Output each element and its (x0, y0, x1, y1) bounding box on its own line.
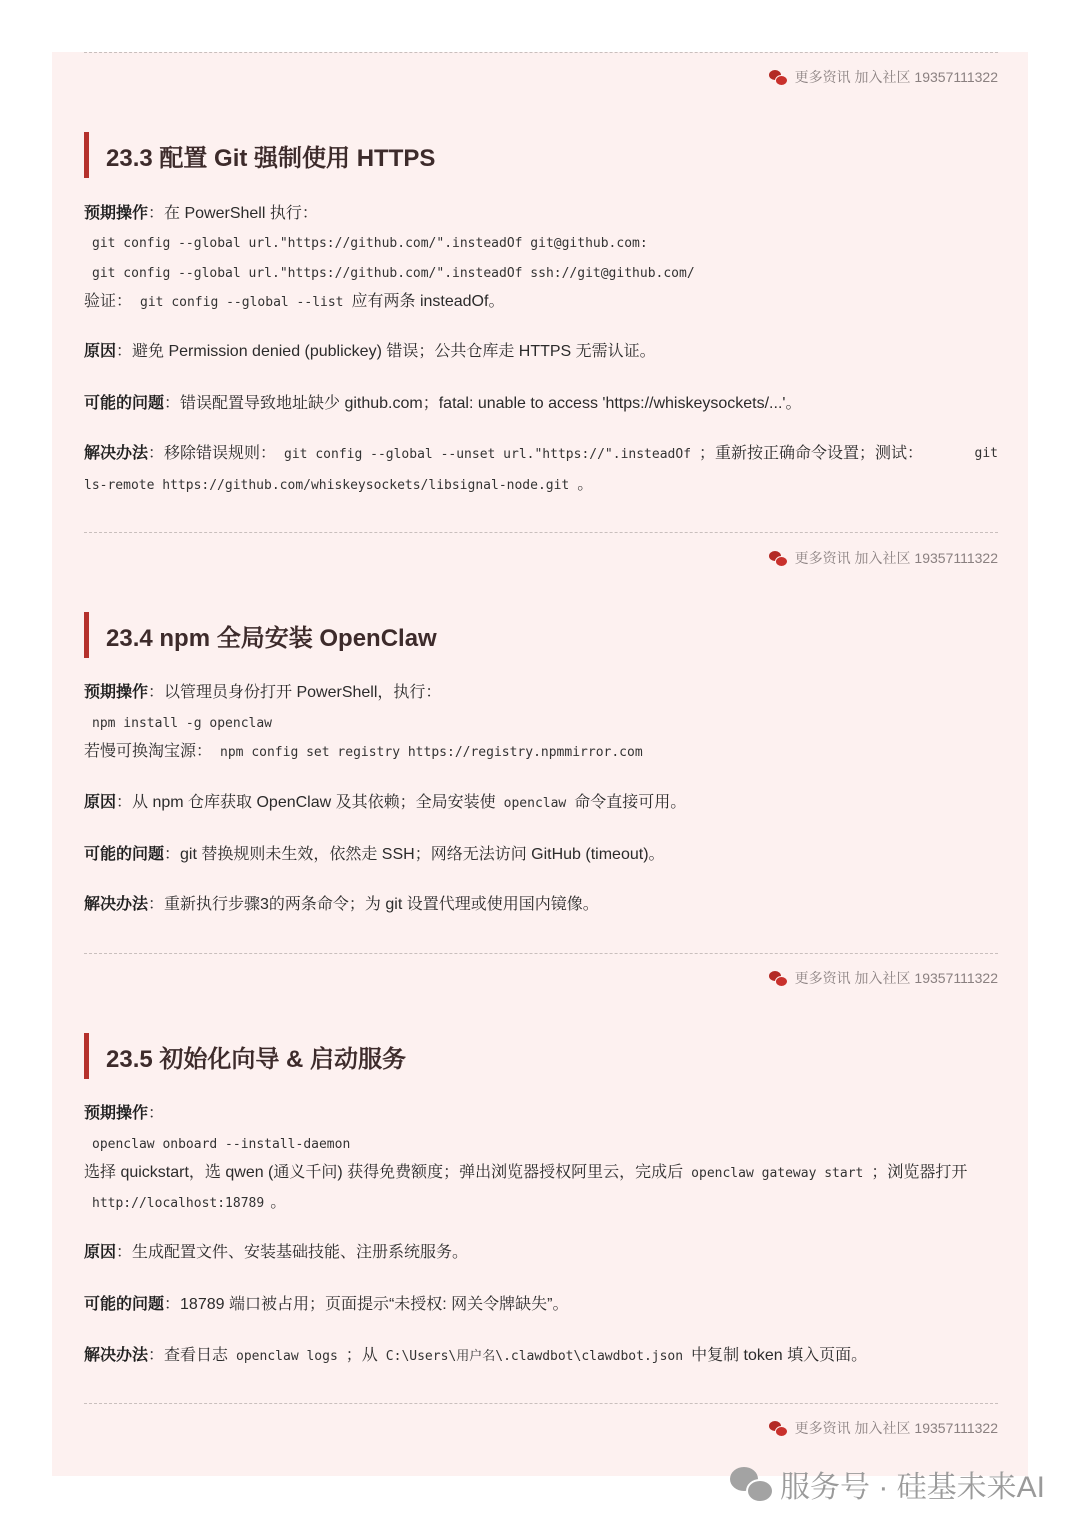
section-title-23-4: 23.4 npm 全局安装 OpenClaw (84, 612, 437, 658)
inline-code: openclaw (503, 796, 567, 811)
wechat-icon (769, 70, 787, 84)
localhost-url: http://localhost:18789 (92, 1196, 265, 1211)
wechat-icon (730, 1467, 772, 1501)
dashed-divider (84, 532, 998, 533)
reason-line: 原因：从 npm 仓库获取 OpenClaw 及其依赖；全局安装使 openclaw 命令直接可用。 (84, 794, 687, 811)
promo-text: 更多资讯 加入社区 19357111322 (794, 69, 998, 85)
inline-code: ls-remote https://github.com/whiskeysockets/libsignal-node.git (84, 478, 570, 493)
watermark-text: 服务号 · 硅基未来AI (780, 1471, 1046, 1504)
code-line (92, 262, 998, 285)
inline-code: openclaw gateway start (691, 1166, 864, 1181)
promo-text: 更多资讯 加入社区 19357111322 (794, 970, 998, 986)
code-line (92, 232, 998, 255)
reason-line: 原因：生成配置文件、安装基础技能、注册系统服务。 (84, 1244, 469, 1261)
inline-code: npm config set registry https://registry.npmmirror.com (220, 745, 643, 760)
dashed-divider (84, 1403, 998, 1404)
inline-code: openclaw logs (236, 1349, 338, 1364)
promo-banner (769, 67, 998, 87)
issues-line: 可能的问题：错误配置导致地址缺少 github.com；fatal: unable to access 'https://whiskeysockets/...'。 (84, 395, 802, 412)
section-title-23-5: 23.5 初始化向导 & 启动服务 (84, 1033, 406, 1079)
promo-banner (769, 1418, 998, 1438)
command: git config --global url."https://github.com/".insteadOf git@github.com: (92, 236, 648, 251)
wechat-icon (769, 551, 787, 565)
dashed-divider (84, 953, 998, 954)
solution-line: 解决办法：重新执行步骤3的两条命令；为 git 设置代理或使用国内镜像。 (84, 896, 599, 913)
inline-code: git config --global --unset url."https://".insteadOf (284, 447, 692, 462)
reason-line: 原因：避免 Permission denied (publickey) 错误；公共仓库走 HTTPS 无需认证。 (84, 343, 656, 360)
expected-line: 预期操作：在 PowerShell 执行： (84, 205, 318, 222)
description-line: 选择 quickstart，选 qwen (通义千问) 获得免费额度；弹出浏览器授权阿里云，完成后 openclaw gateway start ；浏览器打开 (84, 1164, 968, 1181)
url-line: http://localhost:18789 。 (92, 1194, 287, 1211)
command: git config --global url."https://github.com/".insteadOf ssh://git@github.com/ (92, 266, 695, 281)
issues-line: 可能的问题：18789 端口被占用；页面提示“未授权: 网关令牌缺失”。 (84, 1296, 569, 1313)
expected-line: 预期操作： (84, 1105, 165, 1122)
issues-line: 可能的问题：git 替换规则未生效，依然走 SSH；网络无法访问 GitHub (timeout)。 (84, 846, 665, 863)
promo-text: 更多资讯 加入社区 19357111322 (794, 1420, 998, 1436)
inline-code: git config --global --list (140, 295, 344, 310)
mirror-line: 若慢可换淘宝源： npm config set registry https://registry.npmmirror.com (84, 741, 998, 764)
promo-text: 更多资讯 加入社区 19357111322 (794, 550, 998, 566)
wechat-icon (769, 1421, 787, 1435)
inline-code: C:\Users\用户名\.clawdbot\clawdbot.json (385, 1349, 684, 1364)
document-page (52, 52, 1028, 1476)
inline-code: git (974, 446, 998, 461)
code-line (92, 712, 998, 735)
command: npm install -g openclaw (92, 716, 273, 731)
solution-line-cont: ls-remote https://github.com/whiskeysockets/libsignal-node.git 。 (84, 476, 594, 493)
solution-line: 解决办法：查看日志 openclaw logs ；从 C:\Users\用户名\.clawdbot\clawdbot.json 中复制 token 填入页面。 (84, 1347, 868, 1364)
promo-banner (769, 548, 998, 568)
dashed-divider (84, 52, 998, 53)
watermark (730, 1462, 1045, 1506)
promo-banner (769, 968, 998, 988)
label-expected: 预期操作 (84, 205, 149, 222)
code-line (92, 1133, 998, 1156)
expected-line: 预期操作：以管理员身份打开 PowerShell，执行： (84, 684, 442, 701)
command: openclaw onboard --install-daemon (92, 1137, 351, 1152)
wechat-icon (769, 971, 787, 985)
solution-line: 解决办法：移除错误规则： git config --global --unset url."https://".insteadOf ；重新按正确命令设置；测试： git (84, 443, 998, 466)
verify-line: 验证： git config --global --list 应有两条 insteadOf。 (84, 293, 505, 310)
section-title-23-3: 23.3 配置 Git 强制使用 HTTPS (84, 132, 435, 178)
